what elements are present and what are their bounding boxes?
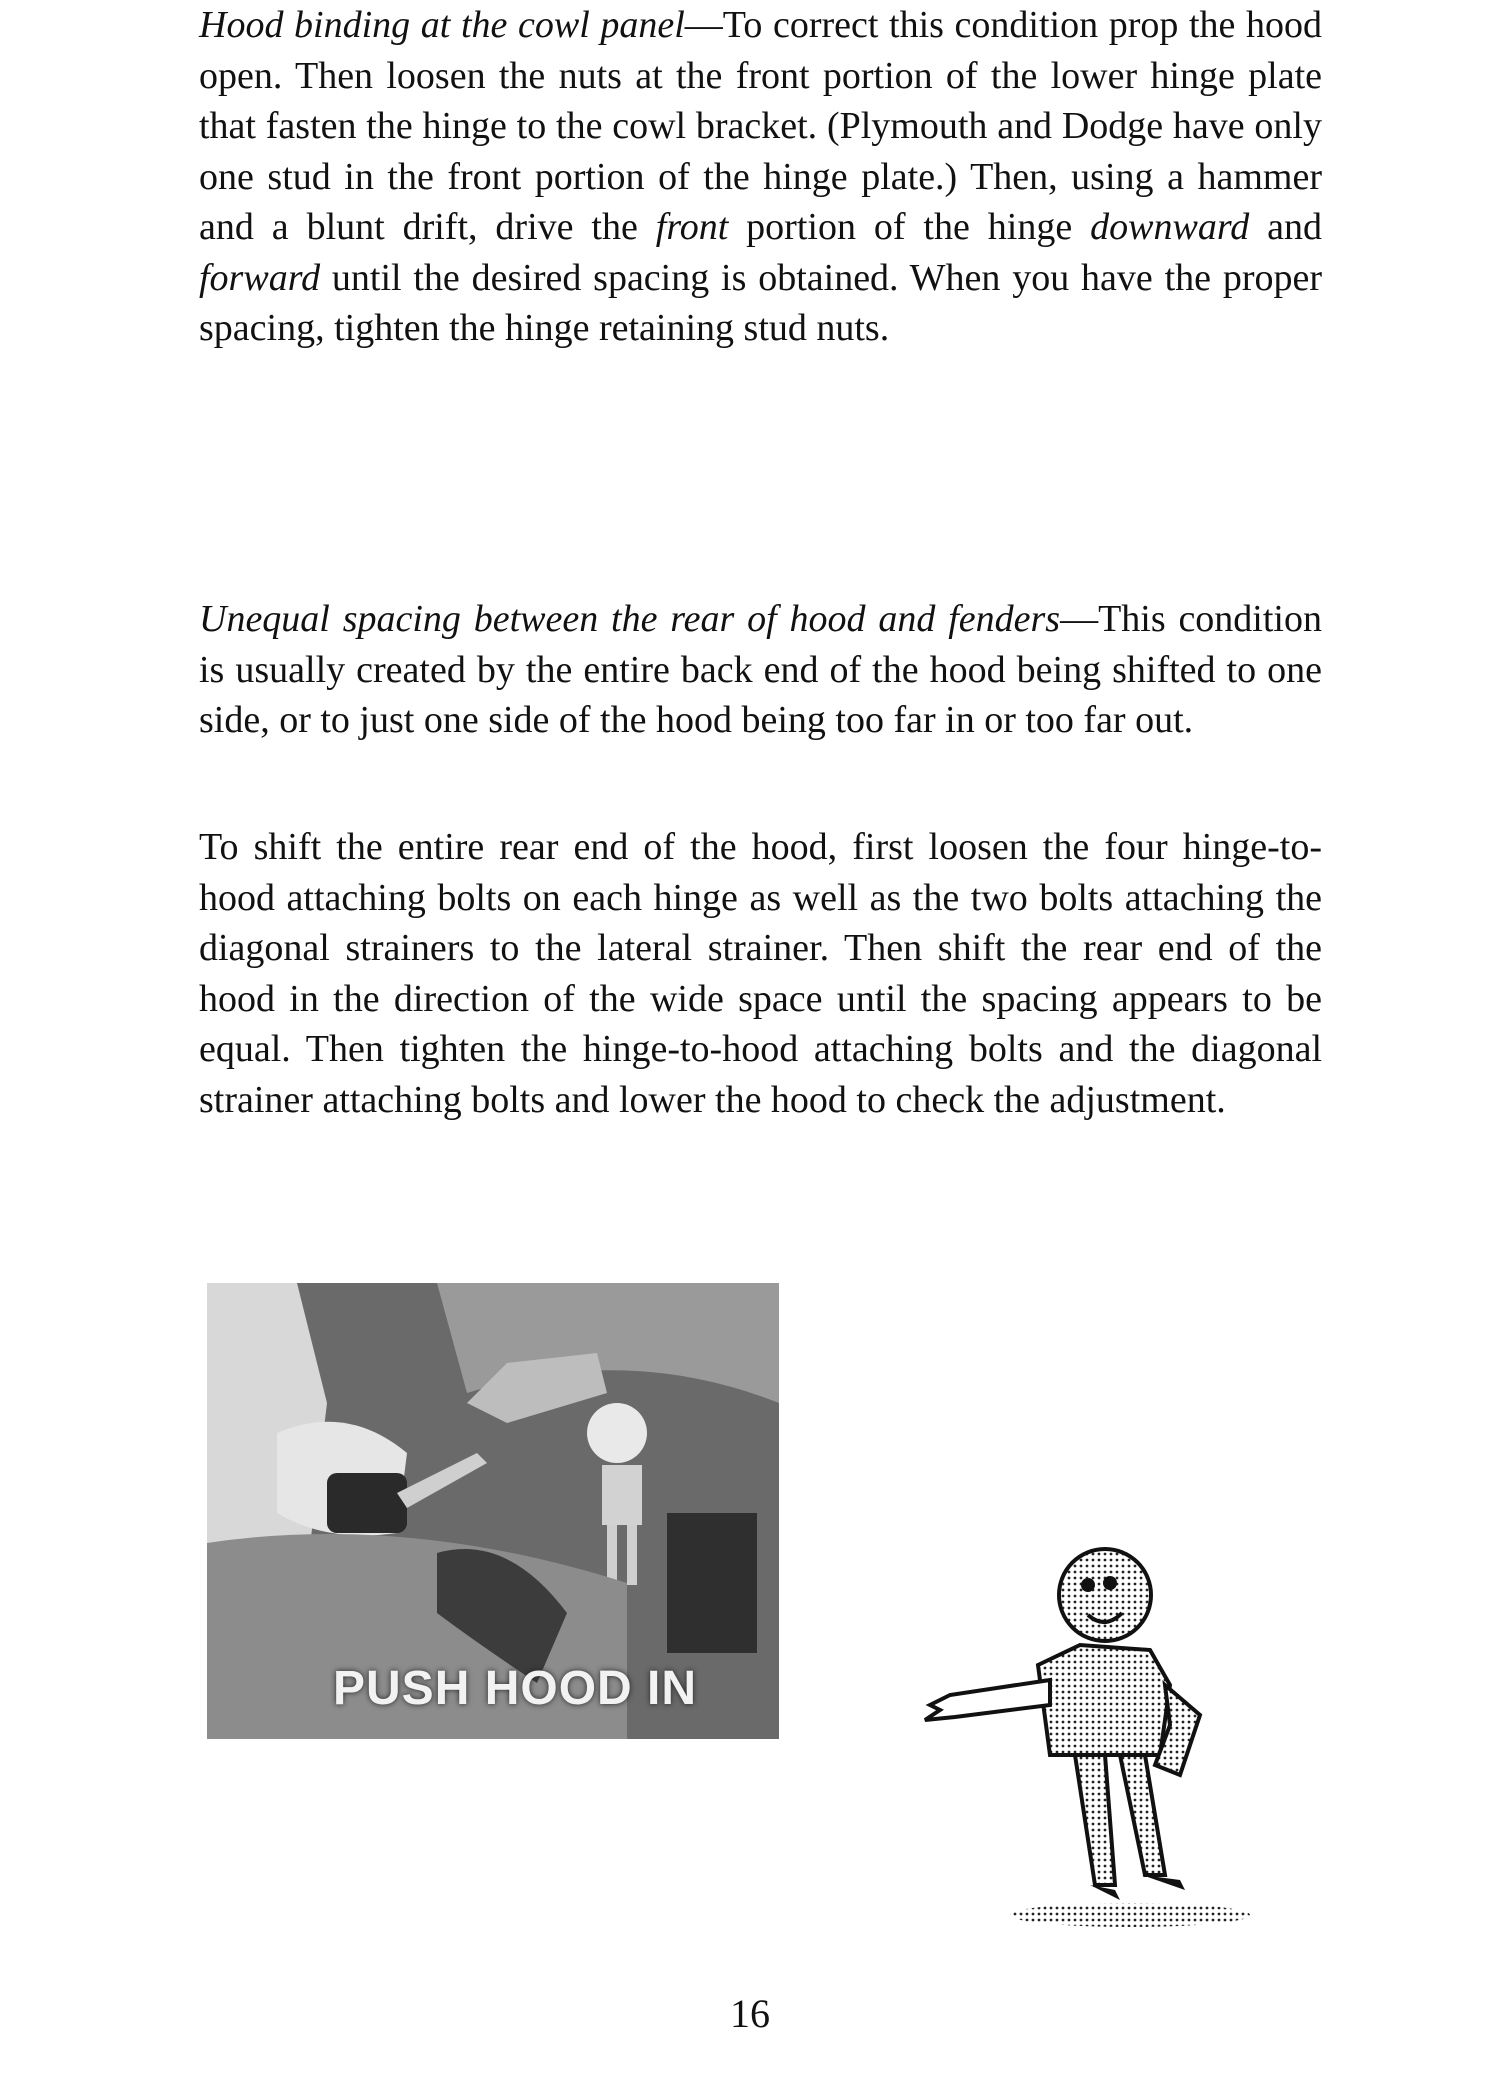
article-body-2 bbox=[199, 594, 1322, 746]
paragraph-text: —This condition is usually created by the entire back end of the hood being shifted to one side, or to just one side of the hood being too far in or too far out. bbox=[199, 598, 1322, 741]
paragraph-lead-in: Hood binding at the cowl panel bbox=[199, 4, 685, 46]
paragraph-text: portion of the hinge bbox=[728, 206, 1091, 248]
page-number: 16 bbox=[730, 1991, 770, 2036]
emphasis-downward: downward bbox=[1090, 206, 1250, 248]
mascot-icon bbox=[910, 1545, 1250, 1935]
paragraph-shift-rear-end bbox=[199, 822, 1322, 1125]
hood-adjustment-photo bbox=[207, 1283, 779, 1739]
article-body-3 bbox=[199, 822, 1322, 1125]
paragraph-hood-binding bbox=[199, 0, 1322, 354]
paragraph-lead-in: Unequal spacing between the rear of hood and fenders bbox=[199, 598, 1061, 640]
paragraph-text: until the desired spacing is obtained. When you have the proper spacing, tighten the hinge retaining stud nuts. bbox=[199, 256, 1322, 349]
paragraph-text: To shift the entire rear end of the hood, first loosen the four hinge-to-hood attaching bolts on each hinge as well as the two bolts attaching the diagonal strainers to the lateral strainer. Then shift the rear end of the hood in the direction of the wide space until the spacing appears to be equal. Then tighten the hinge-to-hood attaching bolts and the diagonal strainer attaching bolts and lower the hood to check the adjustment. bbox=[199, 826, 1322, 1121]
photo-caption: PUSH HOOD IN bbox=[333, 1662, 698, 1715]
mascot-illustration bbox=[910, 1545, 1250, 1935]
emphasis-forward: forward bbox=[199, 256, 321, 299]
emphasis-front: front bbox=[655, 206, 729, 248]
paragraph-text: and bbox=[1249, 206, 1322, 248]
article-body bbox=[199, 0, 1322, 354]
paragraph-unequal-spacing bbox=[199, 594, 1322, 746]
paragraph-text: —To correct this condition prop the hood open. Then loosen the nuts at the front portion of the lower hinge plate that fasten the hinge to the cowl bracket. (Plymouth and Dodge have only one stud in the front portion of the hinge plate.) Then, using a hammer and a blunt drift, drive the bbox=[199, 4, 1323, 248]
